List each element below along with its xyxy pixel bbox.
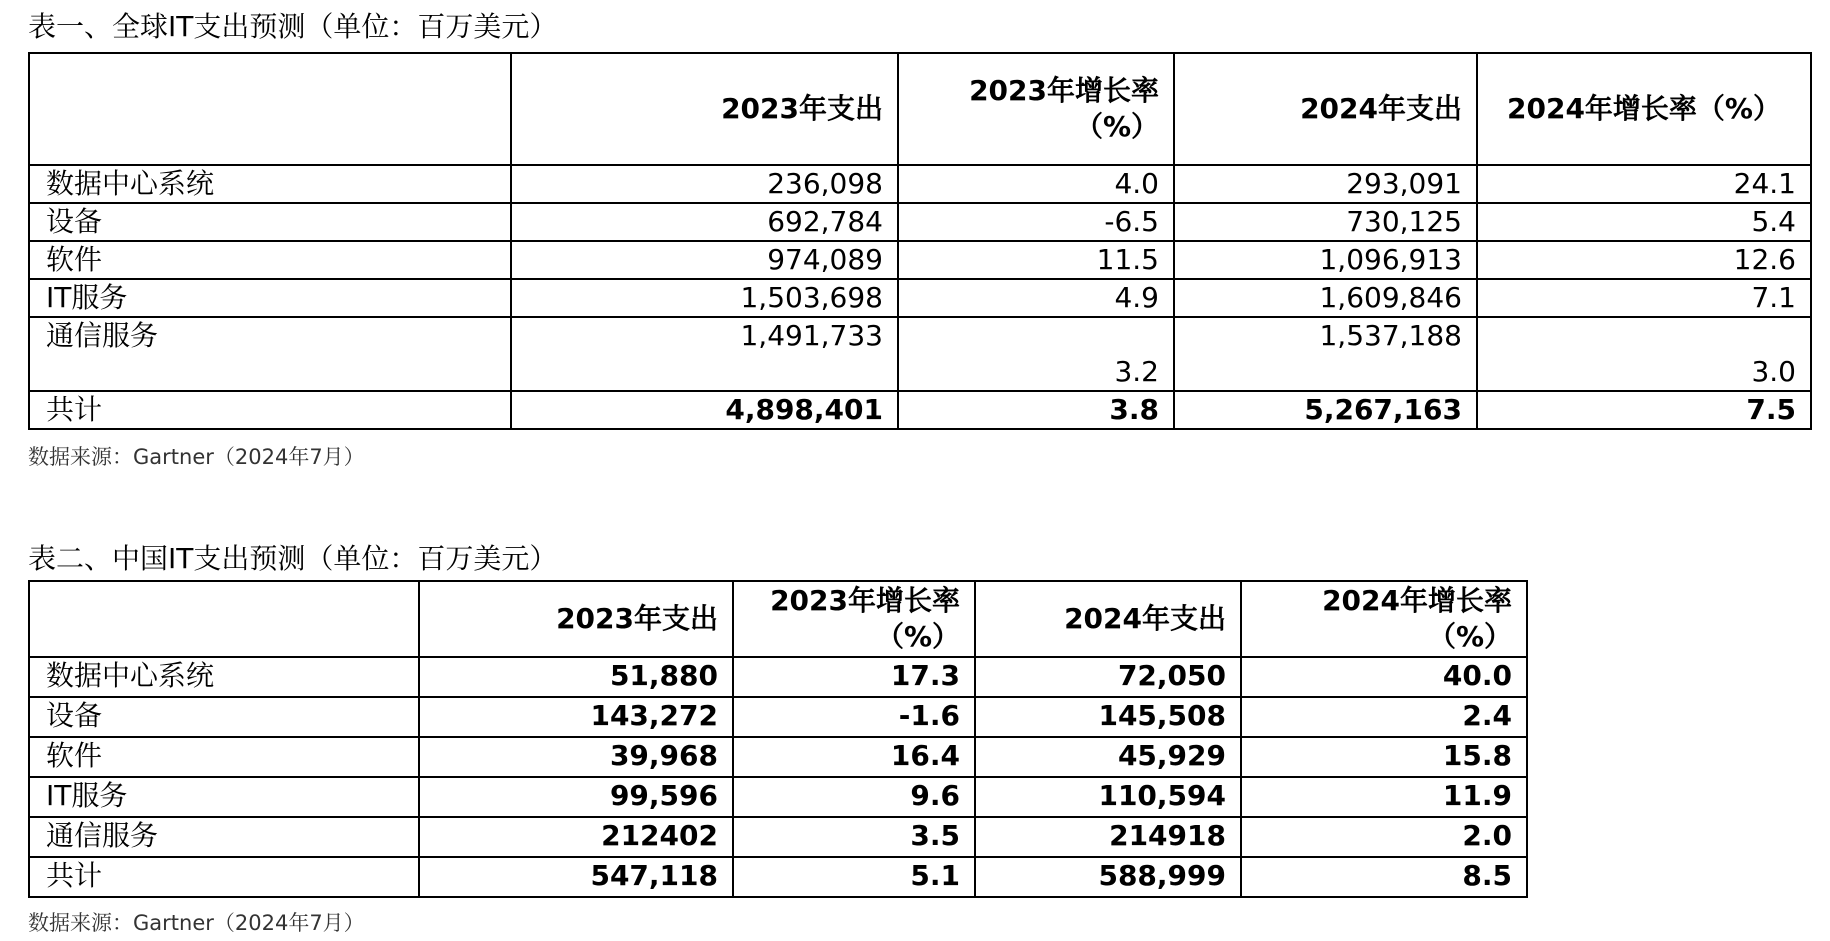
table1-header-row	[29, 53, 1811, 165]
cell-spend2023: 1,503,698	[511, 279, 898, 317]
cell-growth2023: 4.9	[898, 279, 1174, 317]
global-it-spending-table	[28, 52, 1812, 430]
table-row	[29, 317, 1811, 391]
table-row	[29, 697, 1527, 737]
cell-growth2023: 17.3	[733, 657, 975, 697]
cell-growth2023: 5.1	[733, 857, 975, 897]
cell-spend2023: 236,098	[511, 165, 898, 203]
cell-growth2024: 3.0	[1477, 317, 1811, 391]
cell-spend2024: 214918	[975, 817, 1241, 857]
cell-growth2023: 3.8	[898, 391, 1174, 429]
table-row	[29, 817, 1527, 857]
table1-source: 数据来源：Gartner（2024年7月）	[28, 445, 365, 469]
cell-spend2023: 547,118	[419, 857, 733, 897]
cell-growth2024: 2.4	[1241, 697, 1527, 737]
row-label: 共计	[29, 857, 419, 897]
cell-spend2023: 692,784	[511, 203, 898, 241]
table-total-row	[29, 391, 1811, 429]
cell-spend2023: 143,272	[419, 697, 733, 737]
row-label: 设备	[29, 203, 511, 241]
cell-growth2023: -1.6	[733, 697, 975, 737]
cell-spend2023: 39,968	[419, 737, 733, 777]
cell-spend2024: 110,594	[975, 777, 1241, 817]
cell-growth2024: 7.5	[1477, 391, 1811, 429]
cell-spend2023: 99,596	[419, 777, 733, 817]
table-row	[29, 165, 1811, 203]
table1-header-growth2023: 2023年增长率（%）	[898, 53, 1174, 165]
cell-growth2023: 11.5	[898, 241, 1174, 279]
table2-header-growth2023: 2023年增长率（%）	[733, 581, 975, 657]
cell-spend2024: 293,091	[1174, 165, 1477, 203]
cell-spend2024: 5,267,163	[1174, 391, 1477, 429]
cell-growth2023: 16.4	[733, 737, 975, 777]
table-row	[29, 657, 1527, 697]
table1-caption: 表一、全球IT支出预测（单位：百万美元）	[28, 10, 558, 43]
table2-header-growth2024: 2024年增长率（%）	[1241, 581, 1527, 657]
table2-source: 数据来源：Gartner（2024年7月）	[28, 911, 365, 935]
cell-spend2024: 730,125	[1174, 203, 1477, 241]
cell-spend2024: 45,929	[975, 737, 1241, 777]
cell-growth2023: 3.2	[898, 317, 1174, 391]
table2-caption: 表二、中国IT支出预测（单位：百万美元）	[28, 542, 558, 575]
row-label: 共计	[29, 391, 511, 429]
cell-growth2023: 9.6	[733, 777, 975, 817]
table2-header-spend2024: 2024年支出	[975, 581, 1241, 657]
table-row	[29, 737, 1527, 777]
row-label: 软件	[29, 737, 419, 777]
row-label: IT服务	[29, 279, 511, 317]
cell-growth2024: 11.9	[1241, 777, 1527, 817]
cell-spend2024: 588,999	[975, 857, 1241, 897]
cell-growth2024: 8.5	[1241, 857, 1527, 897]
cell-growth2024: 40.0	[1241, 657, 1527, 697]
row-label: 通信服务	[29, 317, 511, 391]
cell-spend2024: 72,050	[975, 657, 1241, 697]
table1-header-label	[29, 53, 511, 165]
table2-header-spend2023: 2023年支出	[419, 581, 733, 657]
table-total-row	[29, 857, 1527, 897]
table1-header-spend2024: 2024年支出	[1174, 53, 1477, 165]
table-row	[29, 203, 1811, 241]
cell-spend2024: 1,609,846	[1174, 279, 1477, 317]
cell-spend2023: 212402	[419, 817, 733, 857]
cell-spend2023: 51,880	[419, 657, 733, 697]
cell-growth2024: 7.1	[1477, 279, 1811, 317]
cell-spend2023: 1,491,733	[511, 317, 898, 391]
cell-spend2024: 145,508	[975, 697, 1241, 737]
cell-growth2024: 12.6	[1477, 241, 1811, 279]
cell-growth2023: 4.0	[898, 165, 1174, 203]
cell-growth2024: 5.4	[1477, 203, 1811, 241]
row-label: 设备	[29, 697, 419, 737]
cell-spend2023: 974,089	[511, 241, 898, 279]
cell-growth2024: 15.8	[1241, 737, 1527, 777]
row-label: 通信服务	[29, 817, 419, 857]
table1-header-spend2023: 2023年支出	[511, 53, 898, 165]
cell-spend2023: 4,898,401	[511, 391, 898, 429]
cell-growth2024: 2.0	[1241, 817, 1527, 857]
cell-growth2024: 24.1	[1477, 165, 1811, 203]
table-row	[29, 279, 1811, 317]
china-it-spending-table	[28, 580, 1528, 898]
row-label: 软件	[29, 241, 511, 279]
table2-header-label	[29, 581, 419, 657]
row-label: IT服务	[29, 777, 419, 817]
table-row	[29, 777, 1527, 817]
cell-growth2023: 3.5	[733, 817, 975, 857]
cell-spend2024: 1,096,913	[1174, 241, 1477, 279]
cell-growth2023: -6.5	[898, 203, 1174, 241]
row-label: 数据中心系统	[29, 165, 511, 203]
table1-header-growth2024: 2024年增长率（%）	[1477, 53, 1811, 165]
table-row	[29, 241, 1811, 279]
cell-spend2024: 1,537,188	[1174, 317, 1477, 391]
table2-header-row	[29, 581, 1527, 657]
row-label: 数据中心系统	[29, 657, 419, 697]
